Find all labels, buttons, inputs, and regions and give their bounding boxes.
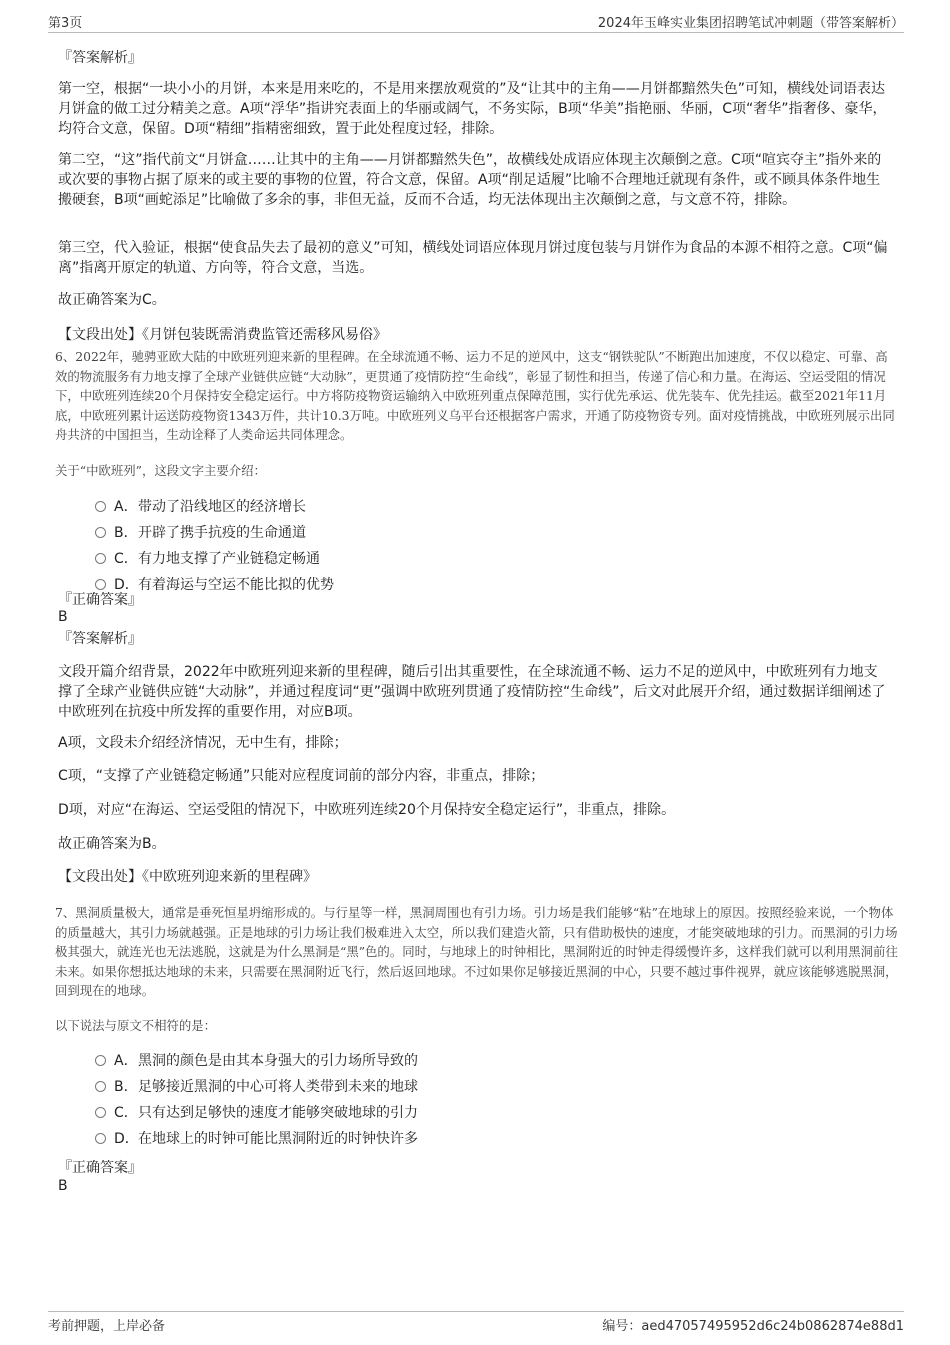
option-d[interactable]: D．在地球上的时钟可能比黑洞附近的时钟快许多 [95,1126,595,1152]
source-citation: 【文段出处】《中欧班列迎来新的里程碑》 [58,869,317,885]
analysis-label: 『答案解析』 [58,50,142,66]
radio-icon[interactable] [95,1107,106,1118]
radio-icon[interactable] [95,1055,106,1066]
analysis-paragraph: 第一空，根据“一块小小的月饼，本来是用来吃的，不是用来摆放观赏的”及“让其中的主角——月饼都黯然失色”可知，横线处词语表达月饼盒的做工过分精美之意。A项“浮华”指讲究表面上的华丽或阔气，不务实际，B项“华美”指艳丽、华丽，C项“奢华”指奢侈、豪华，均符合文意，保留。D项“精细”指精密细致，置于此处程度过轻，排除。 [58,81,887,137]
radio-icon[interactable] [95,553,106,564]
option-text: 有力地支撑了产业链稳定畅通 [138,551,320,567]
answer-label: 『正确答案』 [58,592,142,608]
option-text: 开辟了携手抗疫的生命通道 [138,525,306,541]
answer-value: B [58,609,68,625]
conclusion-text: 故正确答案为C。 [58,292,166,308]
question-stem: 以下说法与原文不相符的是： [55,1018,217,1033]
document-title: 2024年玉峰实业集团招聘笔试冲刺题（带答案解析） [597,16,904,31]
page-header [48,12,904,33]
answer-value: B [58,1178,68,1194]
option-b[interactable]: B．足够接近黑洞的中心可将人类带到未来的地球 [95,1074,595,1100]
option-text: 黑洞的颜色是由其本身强大的引力场所导致的 [138,1053,418,1069]
question-passage: 6、2022年，驰骋亚欧大陆的中欧班列迎来新的里程碑。在全球流通不畅、运力不足的逆风中，这支“钢铁驼队”不断跑出加速度，不仅以稳定、可靠、高效的物流服务有力地支撑了全球产业链供应链“大动脉”，更贯通了疫情防控“生命线”，彰显了韧性和担当，传递了信心和力量。在海运、空运受阻的情况下，中欧班列连续20个月保持安全稳定运行。中方将防疫物资运输纳入中欧班列重点保障范围，实行优先承运、优先装车、优先挂运。截至2021年11月底，中欧班列累计运送防疫物资1343万件，共计10.3万吨。中欧班列义乌平台还根据客户需求，开通了防疫物资专列。面对疫情挑战，中欧班列展示出同舟共济的中国担当，生动诠释了人类命运共同体理念。 [55,349,895,442]
option-text: 只有达到足够快的速度才能够突破地球的引力 [138,1105,418,1121]
analysis-paragraph: 第三空，代入验证，根据“使食品失去了最初的意义”可知，横线处词语应体现月饼过度包装与月饼作为食品的本源不相符之意。C项“偏离”指离开原定的轨道、方向等，符合文意，当选。 [58,240,888,276]
option-text: 带动了沿线地区的经济增长 [138,499,306,515]
option-c[interactable]: C．只有达到足够快的速度才能够突破地球的引力 [95,1100,595,1126]
question-passage: 7、黑洞质量极大，通常是垂死恒星坍缩形成的。与行星等一样，黑洞周围也有引力场。引力场是我们能够“粘”在地球上的原因。按照经验来说，一个物体的质量越大，其引力场就越强。正是地球的引力场让我们极难进入太空，所以我们建造火箭，只有借助极快的速度，才能突破地球的引力。而黑洞的引力场极其强大，就连光也无法逃脱，这就是为什么黑洞是“黑”色的。同时，与地球上的时钟相比，黑洞附近的时钟走得缓慢许多，这样我们就可以利用黑洞前往未来。如果你想抵达地球的未来，只需要在黑洞附近飞行，然后返回地球。不过如果你足够接近黑洞的中心，只要不越过事件视界，就应该能够逃脱黑洞，回到现在的地球。 [55,905,898,998]
document-id: 编号：aed47057495952d6c24b0862874e88d1 [602,1319,904,1334]
option-text: 足够接近黑洞的中心可将人类带到未来的地球 [138,1079,418,1095]
analysis-paragraph: 第二空，“这”指代前文“月饼盒……让其中的主角——月饼都黯然失色”，故横线处成语应体现主次颠倒之意。C项“喧宾夺主”指外来的或次要的事物占据了原来的或主要的事物的位置，符合文意，保留。A项“削足适履”比喻不合理地迁就现有条件，或不顾具体条件地生搬硬套，B项“画蛇添足”比喻做了多余的事，非但无益，反而不合适，均无法体现出主次颠倒之意，与文意不符，排除。 [58,152,882,208]
radio-icon[interactable] [95,527,106,538]
analysis-paragraph: C项，“支撑了产业链稳定畅通”只能对应程度词前的部分内容，非重点，排除； [58,768,545,784]
answer-label: 『正确答案』 [58,1160,142,1176]
option-a[interactable]: A．带动了沿线地区的经济增长 [95,494,595,520]
radio-icon[interactable] [95,1081,106,1092]
option-b[interactable]: B．开辟了携手抗疫的生命通道 [95,520,595,546]
source-citation: 【文段出处】《月饼包装既需消费监管还需移风易俗》 [58,327,387,343]
radio-icon[interactable] [95,579,106,590]
page-number: 第3页 [48,16,83,31]
page-footer [48,1311,904,1335]
footer-slogan: 考前押题，上岸必备 [48,1319,166,1334]
option-d[interactable]: D．有着海运与空运不能比拟的优势 [95,572,595,598]
option-text: 在地球上的时钟可能比黑洞附近的时钟快许多 [138,1131,418,1147]
option-text: 有着海运与空运不能比拟的优势 [138,577,334,593]
analysis-label: 『答案解析』 [58,631,142,647]
radio-icon[interactable] [95,501,106,512]
option-list [95,494,595,598]
conclusion-text: 故正确答案为B。 [58,836,166,852]
analysis-paragraph: D项，对应“在海运、空运受阻的情况下，中欧班列连续20个月保持安全稳定运行”，非重点，排除。 [58,802,676,818]
radio-icon[interactable] [95,1133,106,1144]
question-stem: 关于“中欧班列”，这段文字主要介绍： [55,463,266,478]
option-list [95,1048,595,1152]
analysis-paragraph: 文段开篇介绍背景，2022年中欧班列迎来新的里程碑，随后引出其重要性，在全球流通不畅、运力不足的逆风中，中欧班列有力地支撑了全球产业链供应链“大动脉”，并通过程度词“更”强调中欧班列贯通了疫情防控“生命线”，后文对此展开介绍，通过数据详细阐述了中欧班列在抗疫中所发挥的重要作用，对应B项。 [58,664,886,720]
analysis-paragraph: A项，文段未介绍经济情况，无中生有，排除； [58,735,348,751]
option-c[interactable]: C．有力地支撑了产业链稳定畅通 [95,546,595,572]
option-a[interactable]: A．黑洞的颜色是由其本身强大的引力场所导致的 [95,1048,595,1074]
